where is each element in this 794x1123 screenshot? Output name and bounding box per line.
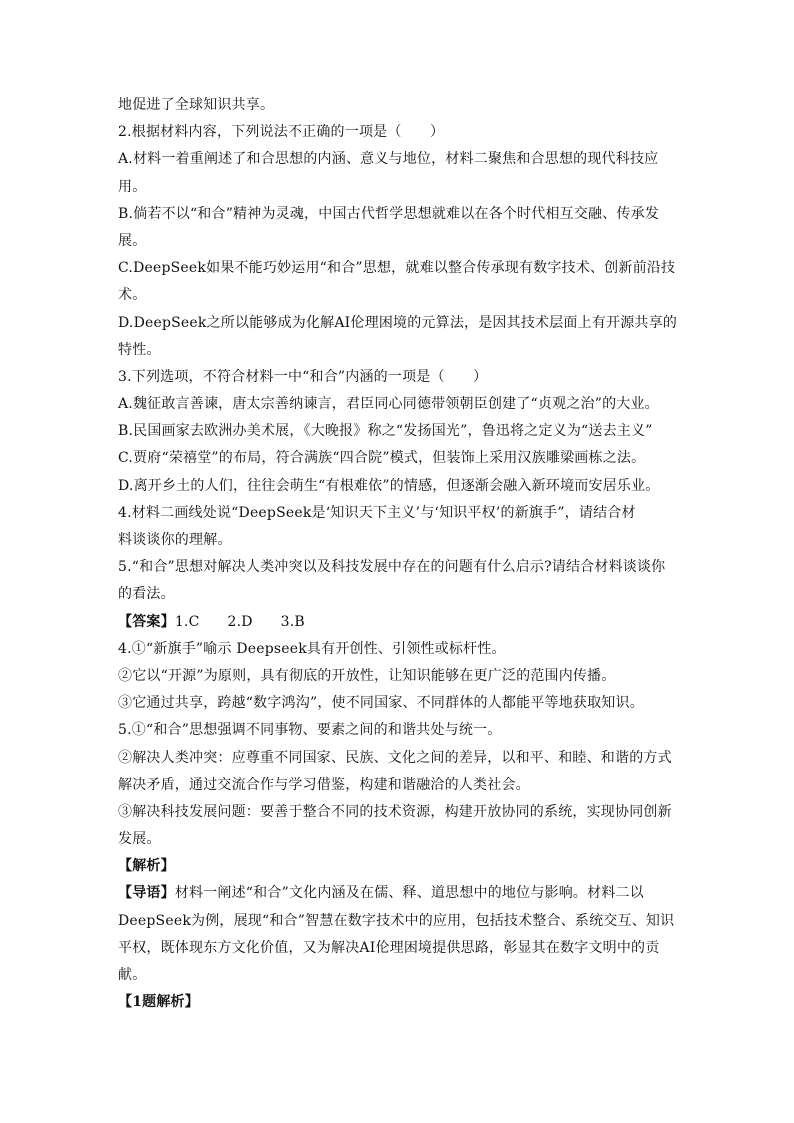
answer-1: 1.C	[174, 613, 200, 630]
q3-option-d: D.离开乡土的人们，往往会萌生“有根难依”的情感，但逐渐会融入新环境而安居乐业。	[118, 477, 660, 494]
q3-option-c: C.贾府“荣禧堂”的布局，符合满族“四合院”模式，但装饰上采用汉族雕梁画栋之法。	[118, 450, 646, 467]
guide-line-2: DeepSeek为例，展现“和合”智慧在数字技术中的应用，包括技术整合、系统交互、知识	[118, 912, 675, 929]
q2-option-b-cont: 展。	[118, 232, 147, 249]
q3-option-a: A.魏征敢言善谏，唐太宗善纳谏言，君臣同心同德带领朝臣创建了“贞观之治”的大业。	[118, 396, 659, 413]
q2-option-d: D.DeepSeek之所以能够成为化解AI伦理困境的元算法，是因其技术层面上有开源共享的	[118, 314, 678, 331]
answer-line	[118, 609, 678, 636]
question-5-stem: 5.“和合”思想对解决人类冲突以及科技发展中存在的问题有什么启示?请结合材料谈谈你	[118, 559, 666, 576]
answer-5-point-3-cont: 发展。	[118, 831, 161, 848]
answer-5-point-2-cont: 解决矛盾，通过交流合作与学习借鉴，构建和谐融洽的人类社会。	[118, 776, 530, 793]
answer-5-point-1: 5.①“和合”思想强调不同事物、要素之间的和谐共处与统一。	[118, 722, 502, 739]
q2-option-c-cont: 术。	[118, 287, 147, 304]
text-line: 地促进了全球知识共享。	[118, 97, 275, 113]
q2-option-d-cont: 特性。	[118, 341, 161, 358]
q1-analysis-heading: 【1题解析】	[118, 994, 199, 1011]
question-4-stem-cont: 料谈谈你的理解。	[118, 532, 232, 548]
q2-option-c: C.DeepSeek如果不能巧妙运用“和合”思想，就难以整合传承现有数字技术、创新前沿技	[118, 260, 676, 277]
q2-option-b: B.倘若不以“和合”精神为灵魂，中国古代哲学思想就难以在各个时代相互交融、传承发	[118, 205, 660, 222]
guide-line	[118, 880, 678, 907]
question-4-stem: 4.材料二画线处说“DeepSeek是‘知识天下主义’与‘知识平权’的新旗手”，请结合材	[118, 504, 636, 521]
answer-5-point-3: ③解决科技发展问题：要善于整合不同的技术资源，构建开放协同的系统，实现协同创新	[118, 803, 672, 820]
question-2-stem: 2.根据材料内容，下列说法不正确的一项是（ ）	[118, 124, 445, 141]
answer-3: 3.B	[280, 613, 305, 630]
guide-line-3: 平权，既体现东方文化价值，又为解决AI伦理困境提供思路，彰显其在数字文明中的贡	[118, 939, 660, 956]
guide-line-4: 献。	[118, 967, 147, 983]
analysis-heading: 【解析】	[118, 858, 175, 875]
question-5-stem-cont: 的看法。	[118, 586, 175, 603]
answer-label: 【答案】	[118, 613, 175, 630]
answer-4-intro: 4.①“新旗手”喻示 Deepseek具有开创性、引领性或标杆性。	[118, 640, 506, 657]
answer-4-point-2: ②它以“开源”为原则，具有彻底的开放性，让知识能够在更广泛的范围内传播。	[118, 667, 616, 684]
answer-2: 2.D	[227, 613, 253, 630]
q3-option-b: B.民国画家去欧洲办美术展，《大晚报》称之“发扬国光”，鲁迅将之定义为“送去主义”	[118, 423, 653, 440]
document-body	[118, 92, 678, 1016]
question-3-stem: 3.下列选项，不符合材料一中“和合”内涵的一项是（ ）	[118, 368, 488, 385]
answer-5-point-2: ②解决人类冲突：应尊重不同国家、民族、文化之间的差异，以和平、和睦、和谐的方式	[118, 749, 672, 766]
q2-option-a: A.材料一着重阐述了和合思想的内涵、意义与地位，材料二聚焦和合思想的现代科技应	[118, 151, 659, 168]
answer-4-point-3: ③它通过共享，跨越“数字鸿沟”，使不同国家、不同群体的人都能平等地获取知识。	[118, 695, 644, 712]
q2-option-a-cont: 用。	[118, 178, 147, 195]
guide-label: 【导语】	[118, 885, 175, 902]
guide-text: 材料一阐述“和合”文化内涵及在儒、释、道思想中的地位与影响。材料二以	[174, 885, 644, 902]
